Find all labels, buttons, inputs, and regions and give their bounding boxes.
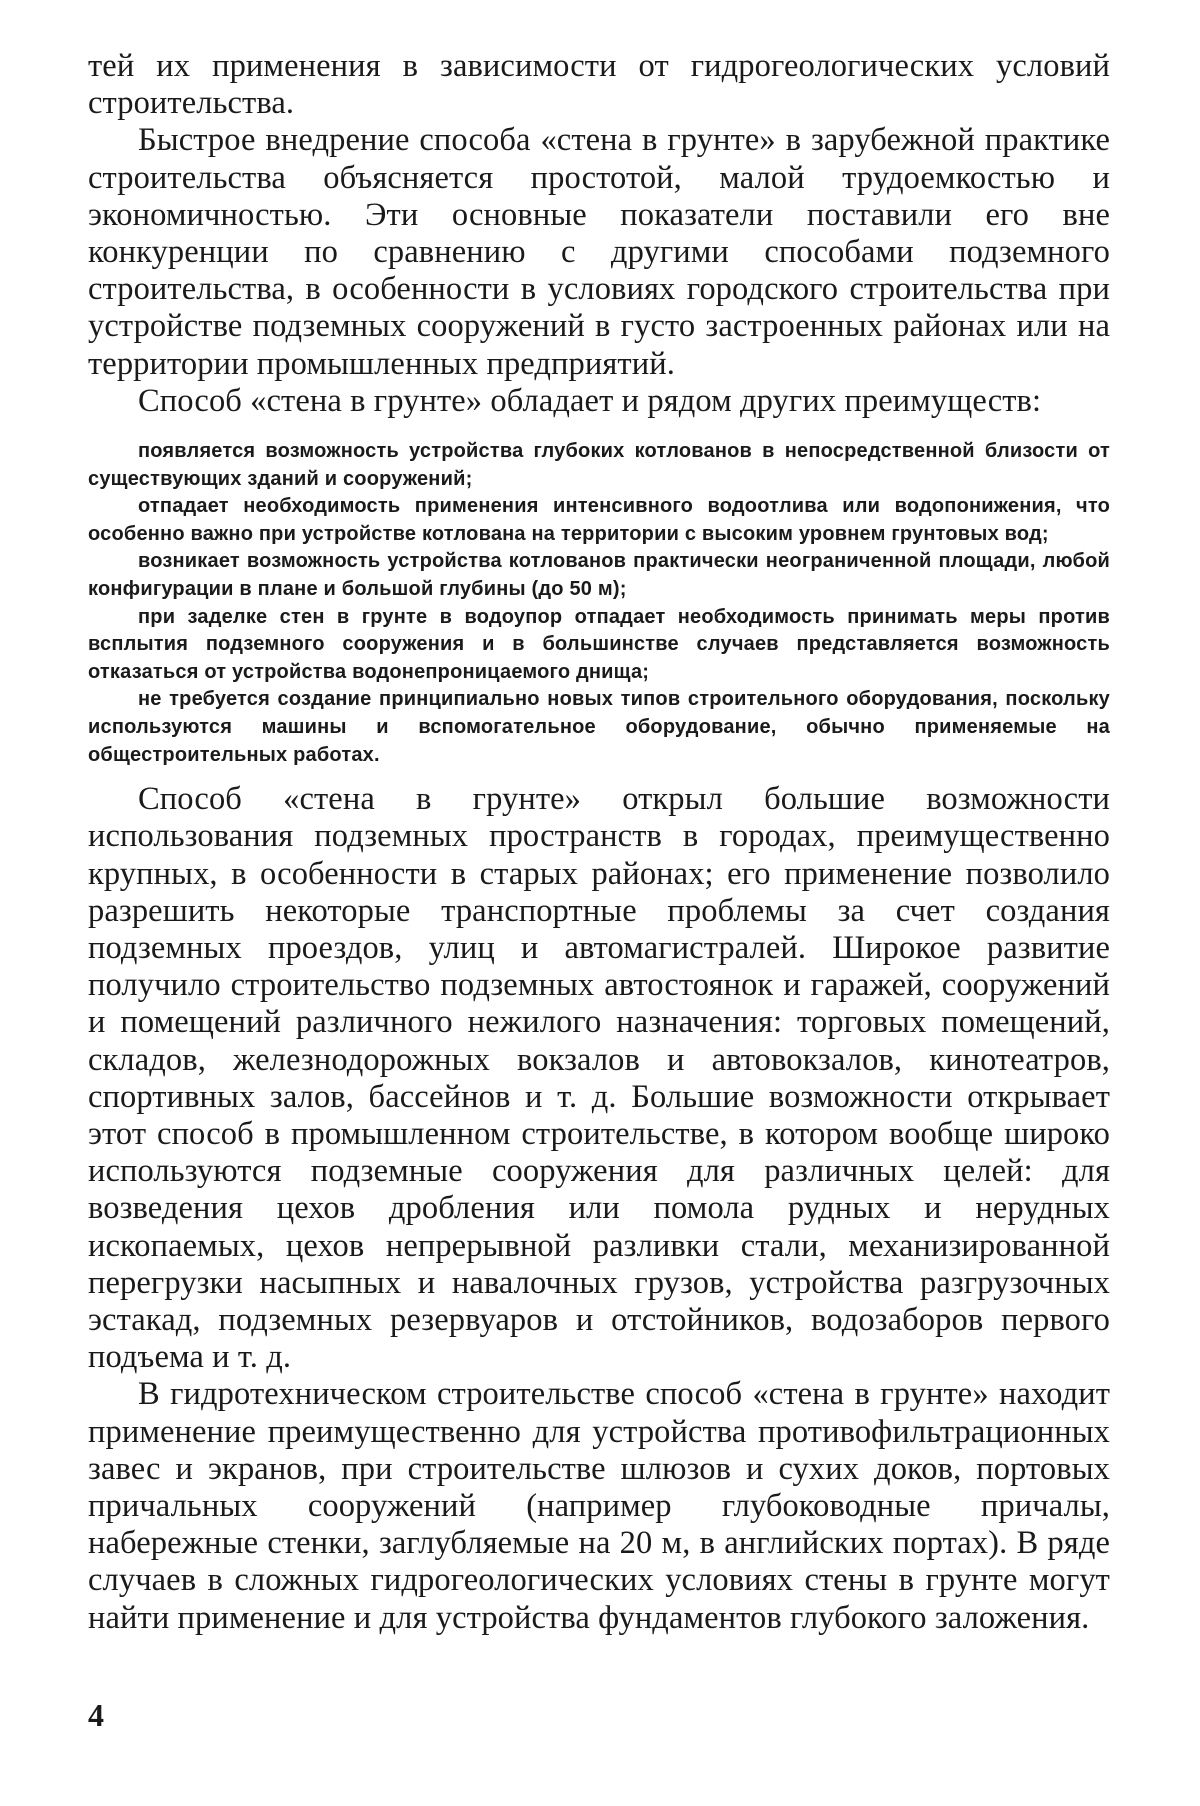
- list-item: появляется возможность устройства глубоких котлованов в непосредственной близости от существующих зданий и сооружений;: [88, 440, 1110, 490]
- paragraph-urban-use: Способ «стена в грунте» открыл большие возможности использования подземных пространств в городах, преимущественно крупных, в особенности в старых районах; его применение позволило разрешить некоторые транспортные проблемы за счет создания подземных проездов, улиц и автомагистралей. Широкое развитие получило строительство подземных автостоянок и гаражей, сооружений и помещений различного нежилого назначения: торговых помещений, складов, железнодорожных вокзалов и автовокзалов, кинотеатров, спортивных залов, бассейнов и т. д. Большие возможности открывает этот способ в промышленном строительстве, в котором вообще широко используются подземные сооружения для различных целей: для возведения цехов дробления или помола рудных и нерудных ископаемых, цехов непрерывной разливки стали, механизированной перегрузки насыпных и навалочных грузов, устройства разгрузочных эстакад, подземных резервуаров и отстойников, водозаборов первого подъема и т. д.: [88, 781, 1110, 1376]
- list-item: отпадает необходимость применения интенсивного водоотлива или водопонижения, что особенно важно при устройстве котлована на территории с высоким уровнем грунтовых вод;: [88, 495, 1110, 545]
- list-item: возникает возможность устройства котлованов практически неограниченной площади, любой конфигурации в плане и большой глубины (до 50 м);: [88, 550, 1110, 600]
- list-item: при заделке стен в грунте в водоупор отпадает необходимость принимать меры против всплытия подземного сооружения и в большинстве случаев представляется возможность отказаться от устройства водонепроницаемого днища;: [88, 605, 1110, 683]
- paragraph-other-advantages: Способ «стена в грунте» обладает и рядом других преимуществ:: [138, 382, 1042, 419]
- list-item: не требуется создание принципиально новых типов строительного оборудования, поскольку используются машины и вспомогательное оборудование, обычно применяемые на общестроительных работах.: [88, 688, 1110, 766]
- paragraph-hydrotechnical-use: В гидротехническом строительстве способ «стена в грунте» находит применение преимущественно для устройства противофильтрационных завес и экранов, при строительстве шлюзов и сухих доков, портовых причальных сооружений (например глубоководные причалы, набережные стенки, заглубляемые на 20 м, в английских портах). В ряде случаев в сложных гидрогеологических условиях стены в грунте могут найти применение и для устройства фундаментов глубокого заложения.: [88, 1376, 1110, 1636]
- page-number: 4: [88, 1697, 104, 1733]
- advantages-list: [88, 438, 1110, 769]
- paragraph-advantages-intro: Быстрое внедрение способа «стена в грунте» в зарубежной практике строительства объясняется простотой, малой трудоемкостью и экономичностью. Эти основные показатели поставили его вне конкуренции по сравнению с другими способами подземного строительства, в особенности в условиях городского строительства при устройстве подземных сооружений в густо застроенных районах или на территории промышленных предприятий.: [88, 122, 1110, 382]
- page-body: [88, 48, 1110, 1637]
- paragraph-continuation: тей их применения в зависимости от гидрогеологических условий строительства.: [88, 48, 1110, 122]
